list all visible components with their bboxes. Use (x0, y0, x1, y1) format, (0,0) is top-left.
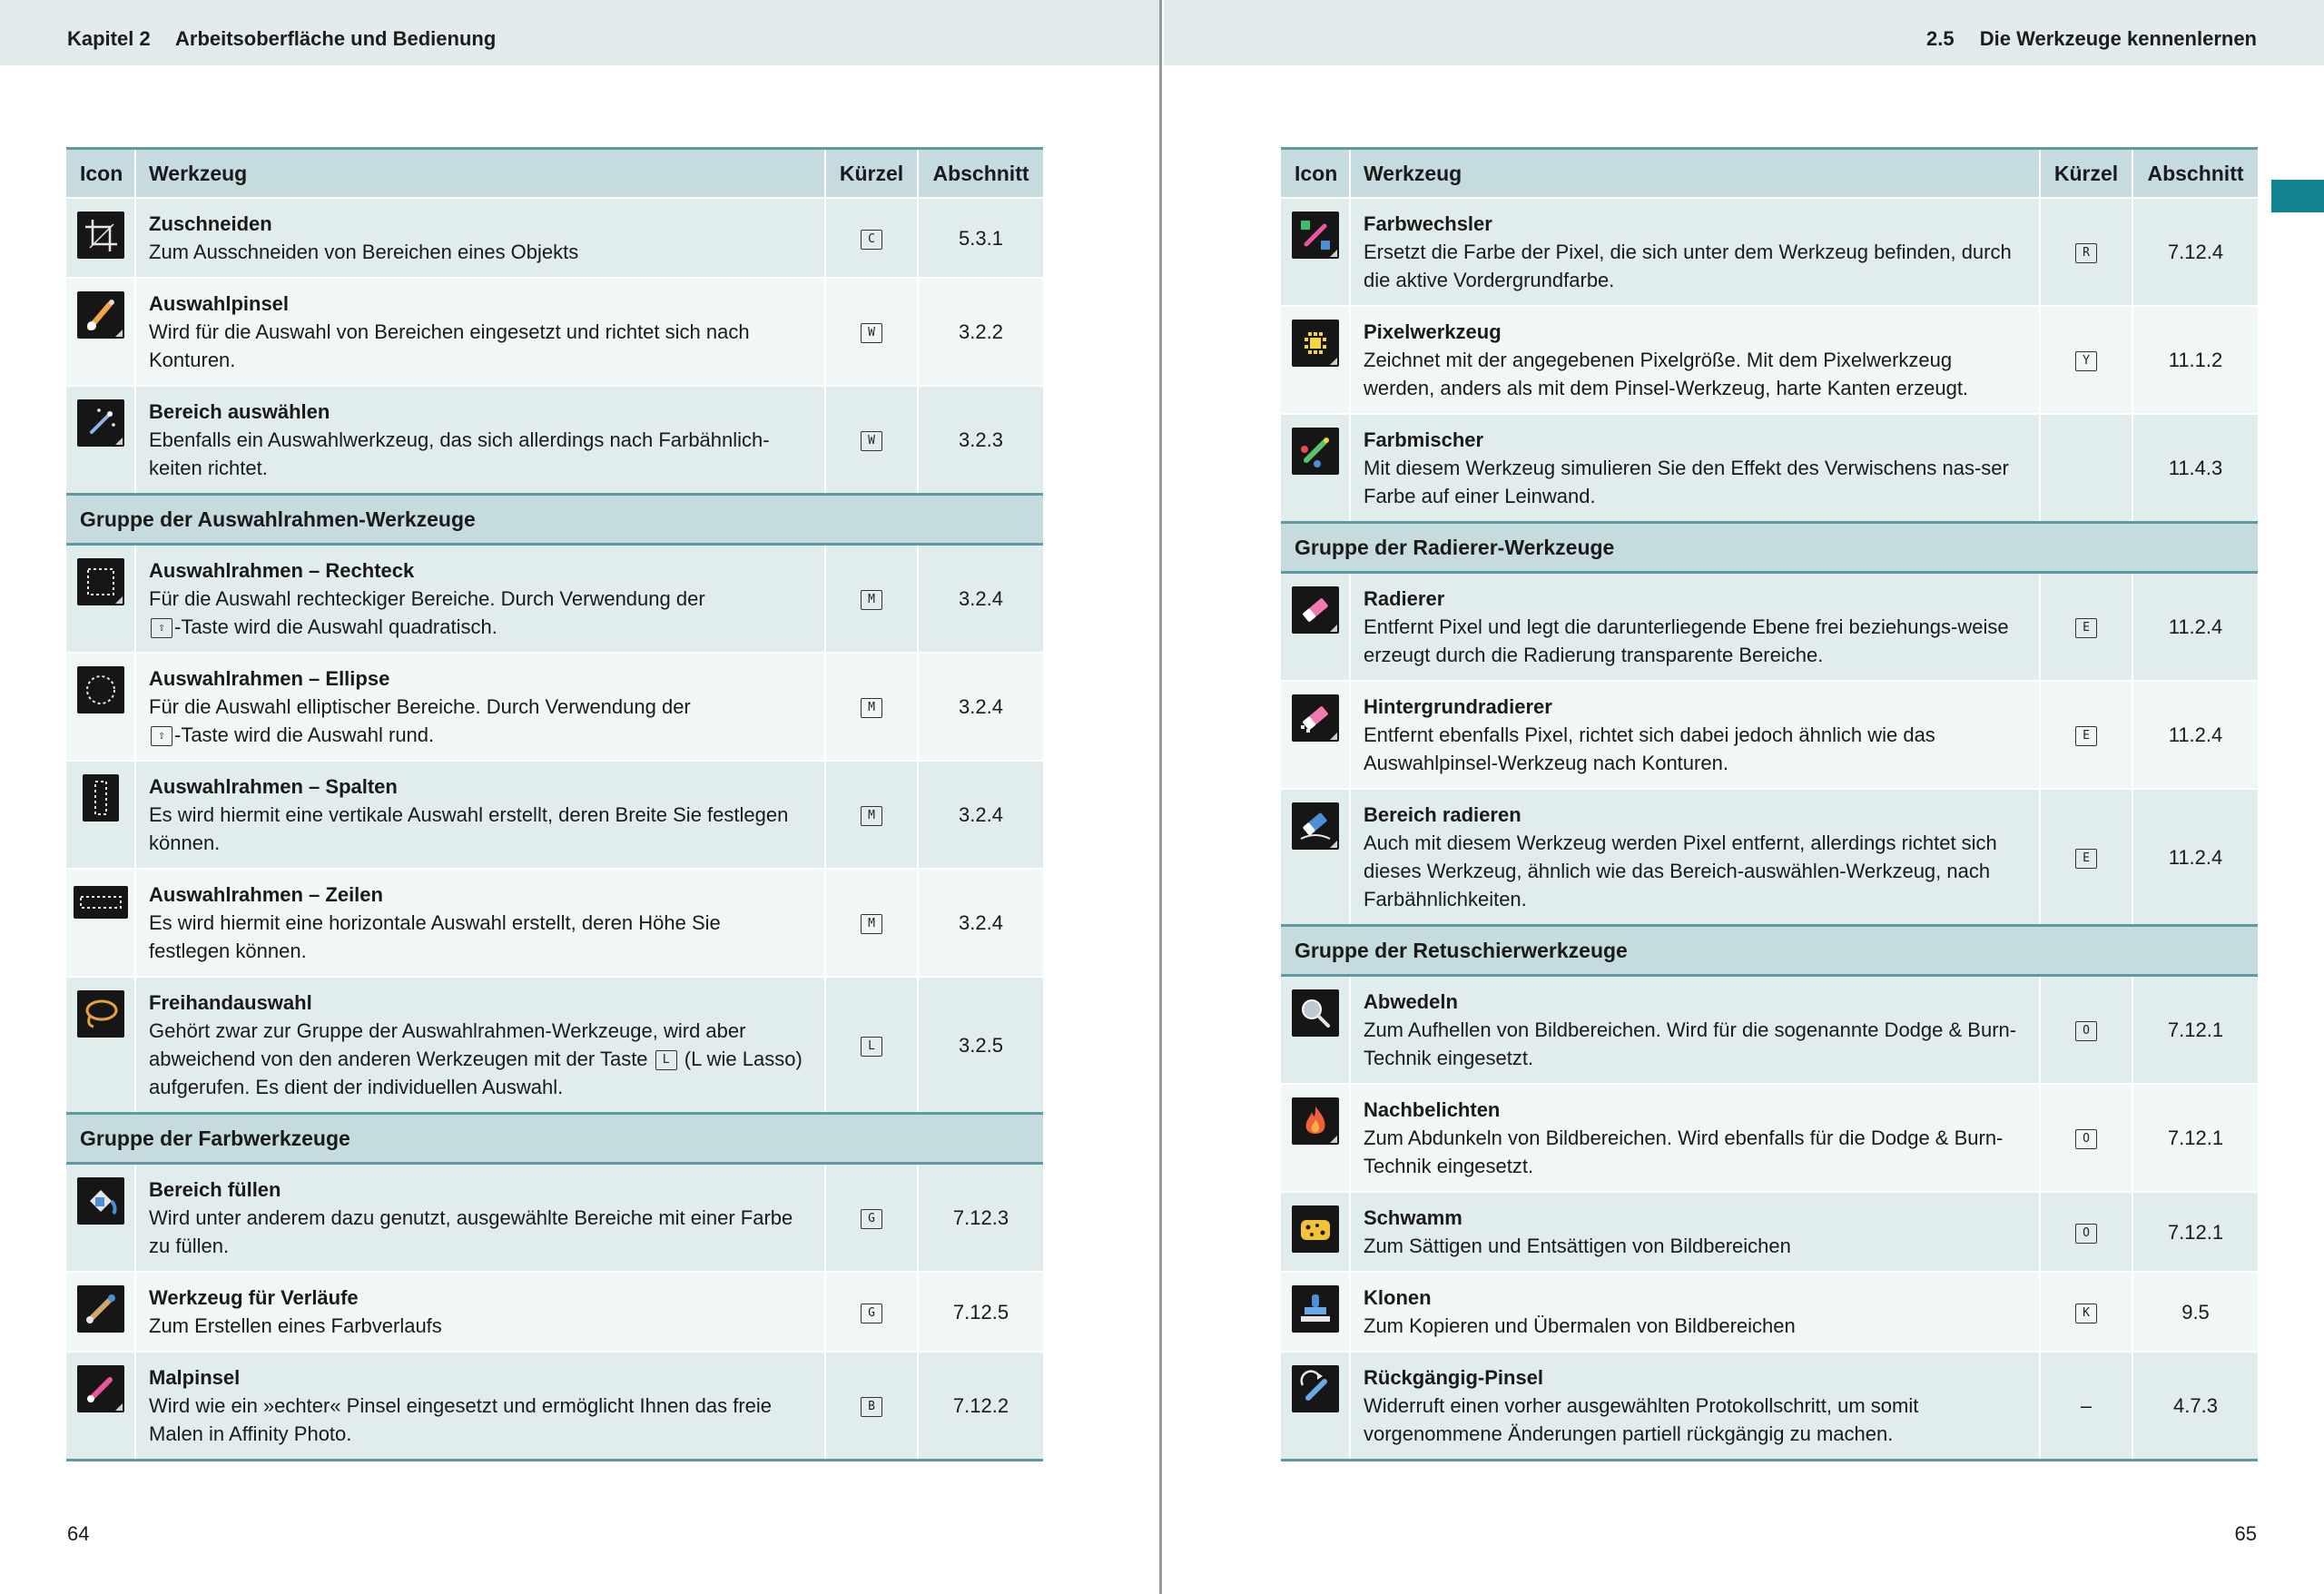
shortcut-key: M (861, 590, 882, 610)
background-eraser-icon (1292, 694, 1339, 742)
section-ref: 3.2.3 (959, 428, 1003, 451)
table-row (66, 279, 1043, 385)
section-ref: 3.2.4 (959, 911, 1003, 934)
table-row (1281, 976, 2258, 1084)
table-row (1281, 1353, 2258, 1461)
section-ref: 11.4.3 (2168, 457, 2223, 479)
tool-name: Bereich auswählen (149, 400, 330, 423)
table-row (1281, 198, 2258, 305)
tool-name: Bereich radieren (1364, 803, 1521, 826)
shortcut-key: M (861, 698, 882, 718)
crop-icon (77, 212, 124, 259)
table-row (66, 545, 1043, 653)
table-row (66, 762, 1043, 868)
col-tool-header: Werkzeug (135, 149, 825, 199)
table-row (1281, 307, 2258, 413)
flood-eraser-icon (1292, 802, 1339, 850)
description-part: -Taste wird die Auswahl quadratisch. (174, 615, 497, 638)
shortcut-key: – (2080, 1394, 2093, 1417)
group-title: Gruppe der Farbwerkzeuge (66, 1114, 1043, 1164)
tool-name: Malpinsel (149, 1366, 241, 1389)
tool-description: Zum Aufhellen von Bildbereichen. Wird für die sogenannte Dodge & Burn-Technik eingesetzt. (1364, 1018, 2017, 1069)
book-spine (1159, 0, 1162, 1594)
selection-brush-icon (77, 291, 124, 339)
section-title: Die Werkzeuge kennenlernen (1979, 27, 2257, 50)
description-part: (L wie Lasso) aufgerufen. Es dient der individuellen Auswahl. (149, 1048, 803, 1098)
shortcut-key: O (2075, 1224, 2097, 1244)
col-icon-header: Icon (66, 149, 135, 199)
row-marquee-icon (74, 886, 128, 919)
shortcut-key: G (861, 1304, 882, 1323)
col-tool-header: Werkzeug (1350, 149, 2040, 199)
right-tools-table (1281, 147, 2258, 1461)
table-row (1281, 790, 2258, 926)
tool-description: Zum Erstellen eines Farbverlaufs (149, 1314, 442, 1337)
section-ref: 4.7.3 (2173, 1394, 2218, 1417)
table-row (66, 387, 1043, 495)
sponge-icon (1292, 1205, 1339, 1253)
tool-description: Wird für die Auswahl von Bereichen eingesetzt und richtet sich nach Konturen. (149, 320, 750, 371)
lasso-icon (77, 990, 124, 1038)
table-row (1281, 573, 2258, 681)
left-tools-table (66, 147, 1043, 1461)
table-row (66, 1353, 1043, 1461)
shortcut-key: W (861, 431, 882, 451)
tool-name: Auswahlpinsel (149, 292, 290, 315)
shortcut-key: K (2075, 1304, 2097, 1323)
col-icon-header: Icon (1281, 149, 1350, 199)
fill-bucket-icon (77, 1177, 124, 1225)
tool-description: Es wird hiermit eine horizontale Auswahl erstellt, deren Höhe Sie festlegen können. (149, 911, 721, 962)
tool-description (149, 1017, 806, 1101)
group-title: Gruppe der Radierer-Werkzeuge (1281, 523, 2258, 573)
section-ref: 11.2.4 (2168, 615, 2223, 638)
chapter-label: Kapitel 2 (67, 27, 151, 50)
section-ref: 11.2.4 (2168, 723, 2223, 746)
tool-name: Werkzeug für Verläufe (149, 1286, 359, 1309)
table-header-row (1281, 149, 2258, 199)
description-part: Für die Auswahl elliptischer Bereiche. Durch Verwendung der (149, 695, 691, 718)
table-row (66, 1273, 1043, 1351)
tool-description: Zeichnet mit der angegebenen Pixelgröße. Mit dem Pixelwerkzeug werden, anders als mit dem Pinsel-Werkzeug, harte Kanten erzeugt. (1364, 349, 1969, 399)
section-ref: 7.12.5 (952, 1300, 1009, 1323)
eraser-icon (1292, 586, 1339, 634)
tool-description: Wird unter anderem dazu genutzt, ausgewählte Bereiche mit einer Farbe zu füllen. (149, 1206, 793, 1257)
tool-name: Auswahlrahmen – Spalten (149, 775, 398, 798)
tool-name: Bereich füllen (149, 1178, 281, 1201)
tool-description: Widerruft einen vorher ausgewählten Protokollschritt, um somit vorgenommene Änderungen partiell rückgängig zu machen. (1364, 1394, 1919, 1445)
shortcut-key: B (861, 1397, 882, 1417)
color-replacement-icon (1292, 212, 1339, 259)
description-part: Für die Auswahl rechteckiger Bereiche. Durch Verwendung der (149, 587, 705, 610)
col-key-header: Kürzel (825, 149, 918, 199)
tool-name: Schwamm (1364, 1206, 1462, 1229)
tool-name: Nachbelichten (1364, 1098, 1501, 1121)
table-row (1281, 682, 2258, 788)
tool-description: Zum Abdunkeln von Bildbereichen. Wird ebenfalls für die Dodge & Burn-Technik eingesetzt. (1364, 1127, 2004, 1177)
gradient-icon (77, 1285, 124, 1333)
shortcut-key: E (2075, 849, 2097, 869)
table-row (66, 1164, 1043, 1272)
page-number: 64 (67, 1522, 90, 1545)
tool-name: Auswahlrahmen – Zeilen (149, 883, 383, 906)
left-running-header (0, 0, 1160, 65)
tool-description: Mit diesem Werkzeug simulieren Sie den Effekt des Verwischens nas-ser Farbe auf einer Leinwand. (1364, 457, 2009, 507)
paint-brush-icon (77, 1365, 124, 1412)
section-ref: 3.2.4 (959, 587, 1003, 610)
rectangle-marquee-icon (77, 558, 124, 605)
tool-name: Farbmischer (1364, 428, 1484, 451)
tool-description: Zum Kopieren und Übermalen von Bildbereichen (1364, 1314, 1796, 1337)
shift-key: ⇧ (151, 726, 172, 746)
shortcut-key: L (861, 1037, 882, 1057)
tool-name: Freihandauswahl (149, 991, 312, 1014)
shortcut-key: Y (2075, 351, 2097, 371)
col-section-header: Abschnitt (918, 149, 1043, 199)
table-row (66, 654, 1043, 760)
chapter-tab-marker (2271, 180, 2324, 212)
tool-name: Auswahlrahmen – Rechteck (149, 559, 415, 582)
section-ref: 9.5 (2181, 1300, 2210, 1323)
ellipse-marquee-icon (77, 666, 124, 713)
tool-description: Zum Ausschneiden von Bereichen eines Objekts (149, 241, 579, 263)
group-header-row (1281, 926, 2258, 976)
group-title: Gruppe der Auswahlrahmen-Werkzeuge (66, 495, 1043, 545)
tool-name: Zuschneiden (149, 212, 272, 235)
shortcut-key: W (861, 323, 882, 343)
right-page (1164, 0, 2324, 1594)
group-header-row (1281, 523, 2258, 573)
shortcut-key: G (861, 1209, 882, 1229)
tool-name: Auswahlrahmen – Ellipse (149, 667, 390, 690)
description-part: -Taste wird die Auswahl rund. (174, 723, 435, 746)
shortcut-key: R (2075, 243, 2097, 263)
section-label: 2.5 (1926, 27, 1955, 50)
section-ref: 3.2.2 (959, 320, 1003, 343)
shortcut-key: E (2075, 618, 2097, 638)
pixel-tool-icon (1292, 320, 1339, 367)
table-row (1281, 1193, 2258, 1271)
tool-name: Rückgängig-Pinsel (1364, 1366, 1544, 1389)
tool-description: Ebenfalls ein Auswahlwerkzeug, das sich allerdings nach Farbähnlich-keiten richtet. (149, 428, 770, 479)
section-ref: 11.2.4 (2168, 845, 2223, 869)
section-ref: 11.1.2 (2168, 349, 2223, 371)
section-ref: 7.12.2 (952, 1394, 1009, 1417)
tool-description: Ersetzt die Farbe der Pixel, die sich unter dem Werkzeug befinden, durch die aktive Vordergrundfarbe. (1364, 241, 2012, 291)
shortcut-key: M (861, 806, 882, 826)
table-row (1281, 415, 2258, 523)
table-row (1281, 1085, 2258, 1191)
lasso-key: L (655, 1050, 677, 1070)
dodge-icon (1292, 989, 1339, 1037)
right-running-header (1164, 0, 2324, 65)
group-title: Gruppe der Retuschierwerkzeuge (1281, 926, 2258, 976)
page-number: 65 (2234, 1522, 2257, 1545)
left-page (0, 0, 1160, 1594)
chapter-title: Arbeitsoberfläche und Bedienung (175, 27, 497, 50)
section-ref: 3.2.4 (959, 695, 1003, 718)
shortcut-key: E (2075, 726, 2097, 746)
shortcut-key: O (2075, 1129, 2097, 1149)
tool-description (149, 585, 806, 641)
tool-name: Radierer (1364, 587, 1445, 610)
shortcut-key: O (2075, 1021, 2097, 1041)
section-ref: 7.12.1 (2167, 1220, 2224, 1244)
tool-description: Zum Sättigen und Entsättigen von Bildbereichen (1364, 1235, 1791, 1257)
color-mixer-icon (1292, 428, 1339, 475)
shift-key: ⇧ (151, 618, 172, 638)
table-row (66, 198, 1043, 277)
shortcut-key: C (861, 230, 882, 250)
table-row (66, 978, 1043, 1114)
tool-name: Abwedeln (1364, 990, 1458, 1013)
burn-icon (1292, 1097, 1339, 1145)
tool-name: Klonen (1364, 1286, 1432, 1309)
table-row (66, 870, 1043, 976)
description-part: Gehört zwar zur Gruppe der Auswahlrahmen-Werkzeuge, wird aber abweichend von den anderen Werkzeugen mit der Taste (149, 1019, 746, 1070)
tool-description: Wird wie ein »echter« Pinsel eingesetzt und ermöglicht Ihnen das freie Malen in Affinity Photo. (149, 1394, 773, 1445)
undo-brush-icon (1292, 1365, 1339, 1412)
tool-name: Pixelwerkzeug (1364, 320, 1502, 343)
table-row (1281, 1273, 2258, 1351)
col-section-header: Abschnitt (2132, 149, 2258, 199)
section-ref: 3.2.4 (959, 803, 1003, 826)
tool-name: Hintergrundradierer (1364, 695, 1552, 718)
group-header-row (66, 495, 1043, 545)
table-header-row (66, 149, 1043, 199)
section-ref: 5.3.1 (959, 226, 1003, 250)
section-ref: 7.12.4 (2167, 241, 2224, 263)
tool-description: Auch mit diesem Werkzeug werden Pixel entfernt, allerdings richtet sich dieses Werkzeug, ähnlich wie das Bereich-auswählen-Werkzeug, nach Farbähnlichkeiten. (1364, 831, 1997, 910)
group-header-row (66, 1114, 1043, 1164)
section-ref: 3.2.5 (959, 1033, 1003, 1057)
tool-description: Es wird hiermit eine vertikale Auswahl erstellt, deren Breite Sie festlegen können. (149, 803, 789, 854)
section-ref: 7.12.3 (952, 1206, 1009, 1229)
section-ref: 7.12.1 (2167, 1127, 2224, 1149)
tool-description: Entfernt Pixel und legt die darunterliegende Ebene frei beziehungs-weise erzeugt durch die Radierung transparente Bereiche. (1364, 615, 2009, 666)
tool-description (149, 693, 806, 749)
section-ref: 7.12.1 (2167, 1018, 2224, 1041)
column-marquee-icon (83, 774, 119, 822)
col-key-header: Kürzel (2040, 149, 2132, 199)
clone-stamp-icon (1292, 1285, 1339, 1333)
tool-description: Entfernt ebenfalls Pixel, richtet sich dabei jedoch ähnlich wie das Auswahlpinsel-Werkzeug nach Konturen. (1364, 723, 1935, 774)
magic-wand-icon (77, 399, 124, 447)
shortcut-key: M (861, 914, 882, 934)
tool-name: Farbwechsler (1364, 212, 1492, 235)
